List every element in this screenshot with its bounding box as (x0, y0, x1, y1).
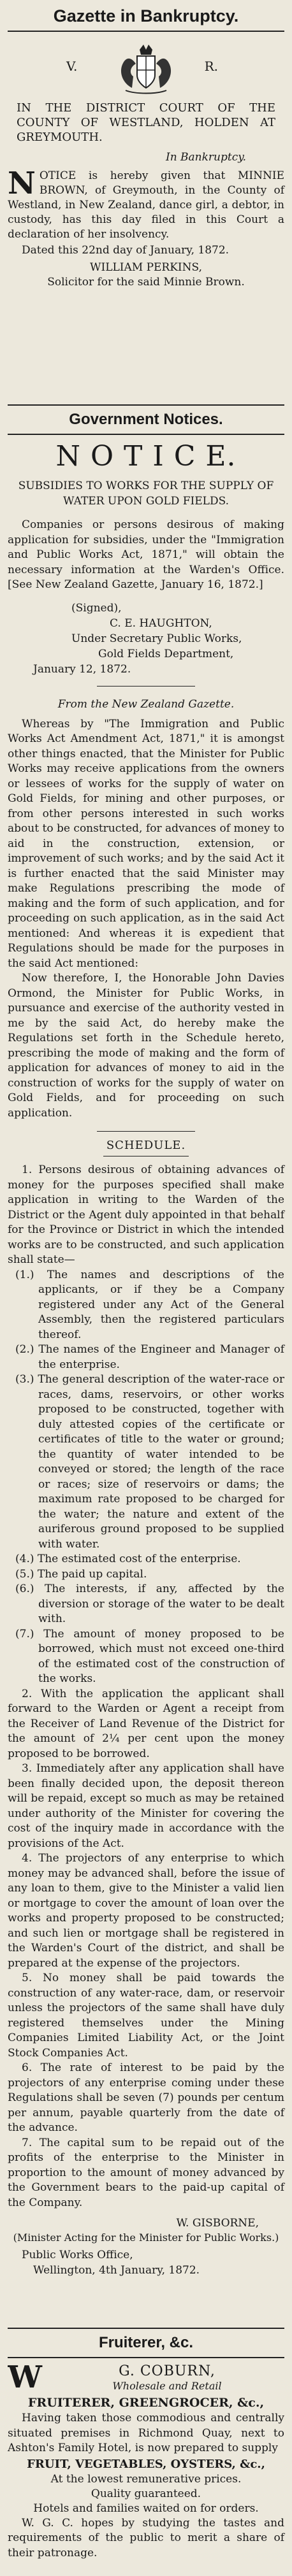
whereas-paragraph: Whereas by "The Immigration and Public Works Act Amendment Act, 1871," it is amongst other things enacted, that the Minister for Public Works may receive applications from the owners or lessees of works for the supply of water on Gold Fields, for mining and other purposes, or from other persons interested in such works about to be constructed, for advances of money to aid in the construction, extension, or improvement of such works; and by the said Act it is further enacted that the said Minister may make Regulations prescribing the mode of making and the form of such application, and for proceeding on such application, as in the said Act mentioned: And whereas it is expedient that Regulations should be made for the purposes in the said Act mentioned: (8, 717, 284, 970)
gisborne-name: W. GISBORNE, (176, 2217, 259, 2230)
advertiser-subtitle: Wholesale and Retail (112, 2380, 222, 2392)
schedule-clause-6: 6. The rate of interest to be paid by the projectors of any enterprise coming under these Regulations shall be seven (7) pounds per centum per annum, payable quarterly from the date of the advance. (8, 2061, 284, 2134)
signer-name: WILLIAM PERKINS, (90, 261, 202, 274)
office-date: Wellington, 4th January, 1872. (33, 2264, 200, 2277)
bankruptcy-notice (8, 166, 284, 242)
royal-coat-of-arms-icon (110, 37, 182, 94)
gisborne-role: (Minister Acting for the Minister for Public Works.) (13, 2231, 279, 2244)
clause-item: (4.) The estimated cost of the enterprise. (15, 1553, 241, 1565)
schedule-clause-3: 3. Immediately after any application shall have been finally decided upon, the deposit thereon will be repaid, except so much as may be retained under authority of the Minister for covering the cost of the inquiry made in accordance with the provisions of the Act. (8, 1762, 284, 1850)
notice-intro: Companies or persons desirous of making application for subsidies, under the "Immigration and Public Works Act, 1871," will obtain the necessary information at the Warden's Office. [See New Zealand Gazette, January 16, 1872.] (8, 518, 284, 591)
royal-arms-block (8, 37, 284, 96)
schedule-clause-1: 1. Persons desirous of obtaining advances of money for the purposes specified shall make application in writing to the Warden of the District or the Agent duly appointed in that behalf for the Province or District in which the intended works are to be constructed, and such application shall state— (8, 1163, 284, 1266)
seal-left-letter: V. (66, 59, 78, 74)
drop-cap: W (8, 2363, 42, 2393)
notice-heading: N O T I C E. (55, 440, 237, 473)
quality-line: Quality guaranteed. (91, 2487, 201, 2500)
clause-item: (5.) The paid up capital. (15, 1567, 147, 1581)
court-heading: IN THE DISTRICT COURT OF THE COUNTY OF WESTLAND, HOLDEN AT GREYMOUTH. (17, 101, 275, 144)
government-notices-section (8, 404, 284, 2278)
divider (8, 2357, 284, 2358)
notice-body: OTICE is hereby given that MINNIE BROWN, of Greymouth, in the County of Westland, in New Zealand, dance girl, a debtor, in custody, has this day filed in this Court a declaration of her insolvency. (8, 169, 284, 241)
schedule-clause-7: 7. The capital sum to be repaid out of the profits of the enterprise to the Minister in proportion to the amount of money advanced by the Government bears to the paid-up capital of the Company. (8, 2136, 284, 2209)
advertiser-trade: FRUITERER, GREENGROCER, &c., (27, 2396, 265, 2410)
office-name: Public Works Office, (22, 2249, 133, 2261)
schedule-clause-4: 4. The projectors of any enterprise to which money may be advanced shall, before the issue of any loan to them, give to the Minister a valid lien or mortgage to cover the amount of loan over the works and property proposed to be constructed; and such lien or mortgage shall be registered in the Warden's Court of the district, and shall be prepared at the expense of the projectors. (8, 1852, 284, 1970)
schedule-clause-5: 5. No money shall be paid towards the construction of any water-race, dam, or reservoir unless the projectors of the same shall have duly registered themselves under the Mining Companies Limited Liability Act, or the Joint Stock Companies Act. (8, 1972, 284, 2060)
seal-right-letter: R. (204, 59, 218, 74)
haughton-date: January 12, 1872. (33, 662, 131, 676)
advert-body: Having taken those commodious and centrally situated premises in Richmond Quay, next to Ashton's Family Hotel, is now prepared to supply (8, 2412, 284, 2454)
bankruptcy-section (8, 5, 284, 290)
drop-cap: N (8, 166, 36, 201)
haughton-name: C. E. HAUGHTON, (110, 616, 212, 630)
notice-date: Dated this 22nd day of January, 1872. (22, 244, 230, 257)
divider (8, 31, 284, 32)
divider (8, 404, 284, 406)
notice-subject: SUBSIDIES TO WORKS FOR THE SUPPLY OF WATER UPON GOLD FIELDS. (18, 480, 274, 508)
in-bankruptcy-label: In Bankruptcy. (165, 151, 246, 164)
schedule-clause-2: 2. With the application the applicant shall forward to the Warden or Agent a receipt from the Receiver of Land Revenue of the District for the amount of 2¼ per cent upon the money proposed to be borrowed. (8, 1687, 284, 1760)
coburn-advertisement (8, 2363, 284, 2393)
goods-line: FRUIT, VEGETABLES, OYSTERS, &c., (27, 2457, 265, 2471)
fruiterer-section (8, 2328, 284, 2561)
price-line: At the lowest remunerative prices. (50, 2472, 242, 2486)
haughton-role-2: Gold Fields Department, (98, 647, 234, 660)
schedule-heading: SCHEDULE. (106, 1139, 186, 1152)
clause-item: (3.) The general description of the water-race or races, dams, reservoirs, or other works proposed to be constructed, together with duly attested copies of the certificate or certificates of title to the water or ground; the quantity of water intended to be conveyed or stored; the length of the race or races; size of reservoirs or dams; the maximum rate proposed to be charged for the water; the nature and extent of the auriferous ground proposed to be supplied with water. (15, 1373, 284, 1551)
section-heading-bankruptcy: Gazette in Bankruptcy. (53, 6, 239, 25)
signer-role: Solicitor for the said Minnie Brown. (47, 276, 245, 288)
clause-item: (2.) The names of the Engineer and Manager of the enterprise. (15, 1343, 284, 1371)
now-therefore-paragraph: Now therefore, I, the Honorable John Davies Ormond, the Minister for Public Works, in pursuance and exercise of the authority vested in me by the said Act, do hereby make the Regulations set forth in the Schedule hereto, prescribing the mode of making and the form of application for advances of money to aid in the construction of works for the supply of water on Gold Fields, and for proceeding on such application. (8, 972, 284, 1120)
advertiser-name: G. COBURN, (119, 2363, 215, 2379)
closing-line: W. G. C. hopes by studying the tastes and requirements of the public to merit a share of their patronage. (8, 2516, 284, 2559)
short-divider (97, 686, 195, 687)
divider (8, 2328, 284, 2329)
clause-item: (6.) The interests, if any, affected by the diversion or storage of the water to be dealt with. (15, 1583, 284, 1625)
clause-item: (7.) The amount of money proposed to be borrowed, which must not exceed one-third of the estimated cost of the construction of the works. (15, 1627, 284, 1685)
section-heading-fruiterer: Fruiterer, &c. (98, 2334, 194, 2351)
haughton-role-1: Under Secretary Public Works, (71, 632, 242, 645)
clause-1-items (8, 1268, 284, 1687)
clause-item: (1.) The names and descriptions of the applicants, or if they be a Company registered under any Act of the General Assembly, then the registered particulars thereof. (15, 1268, 284, 1341)
gazette-source: From the New Zealand Gazette. (57, 697, 235, 711)
hotels-line: Hotels and families waited on for orders. (33, 2501, 259, 2515)
divider (8, 434, 284, 435)
signed-label: (Signed), (71, 601, 122, 615)
section-heading-government: Government Notices. (69, 411, 223, 428)
short-divider (97, 1131, 195, 1132)
